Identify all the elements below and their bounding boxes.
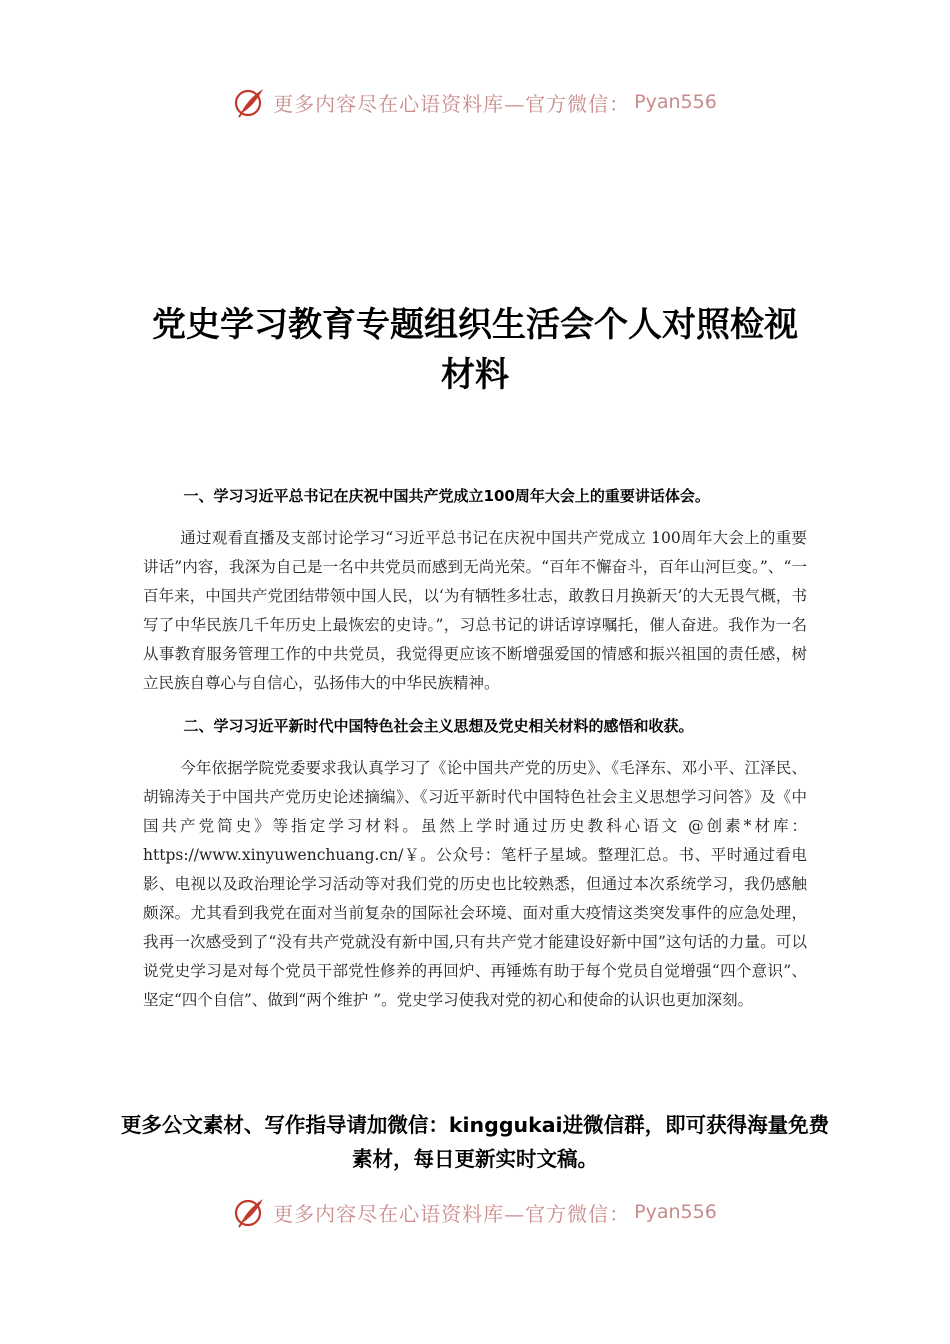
banner-wechat-id: Pyan556 — [634, 1201, 717, 1223]
section-paragraph-1: 通过观看直播及支部讨论学习“习近平总书记在庆祝中国共产党成立 100周年大会上的重要讲话”内容，我深为自己是一名中共党员而感到无尚光荣。“百年不懈奋斗，百年山河巨变。”、“一百年来，中国共产党团结带领中国人民，以‘为有牺牲多壮志，敢教日月换新天’的大无畏气概，书写了中华民族几千年历史上最恢宏的史诗。”，习总书记的讲话谆谆嘱托，催人奋进。我作为一名从事教育服务管理工作的中共党员，我觉得更应该不断增强爱国的情感和振兴祖国的责任感，树立民族自尊心与自信心，弘扬伟大的中华民族精神。 — [143, 529, 807, 692]
banner-text: 更多内容尽在心语资料库—官方微信： — [273, 91, 631, 116]
header-banner — [0, 80, 950, 124]
section-heading-2: 二、学习习近平新时代中国特色社会主义思想及党史相关材料的感悟和收获。 — [183, 717, 694, 735]
section-paragraph-2: 今年依据学院党委要求我认真学习了《论中国共产党的历史》、《毛泽东、邓小平、江泽民、胡锦涛关于中国共产党历史论述摘编》、《习近平新时代中国特色社会主义思想学习问答》及《中国共产党简史》等指定学习材料。虽然上学时通过历史教科心语文 @创素*材库：https://www.xinyuwenchuang.cn/￥。公众号：笔杆子星域。整理汇总。书、平时通过看电影、电视以及政治理论学习活动等对我们党的历史也比较熟悉，但通过本次系统学习，我仍感触颇深。尤其看到我党在面对当前复杂的国际社会环境、面对重大疫情这类突发事件的应急处理，我再一次感受到了“没有共产党就没有新中国,只有共产党才能建设好新中国”这句话的力量。可以说党史学习是对每个党员干部党性修养的再回炉、再锤炼有助于每个党员自觉增强“四个意识”、坚定“四个自信”、做到“两个维护 ”。党史学习使我对党的初心和使命的认识也更加深刻。 — [143, 759, 807, 1009]
footer-banner — [0, 1190, 950, 1234]
section-heading-1: 一、学习习近平总书记在庆祝中国共产党成立100周年大会上的重要讲话体会。 — [183, 487, 710, 505]
document-body — [143, 482, 807, 1029]
promo-text: 更多公文素材、写作指导请加微信：kinggukai进微信群，即可获得海量免费素材，每日更新实时文稿。 — [120, 1113, 830, 1171]
document-title: 党史学习教育专题组织生活会个人对照检视材料 — [152, 305, 798, 395]
banner-wechat-id: Pyan556 — [634, 91, 717, 113]
banner-text: 更多内容尽在心语资料库—官方微信： — [273, 1201, 631, 1226]
quill-logo-icon — [233, 85, 267, 119]
quill-logo-icon — [233, 1195, 267, 1229]
